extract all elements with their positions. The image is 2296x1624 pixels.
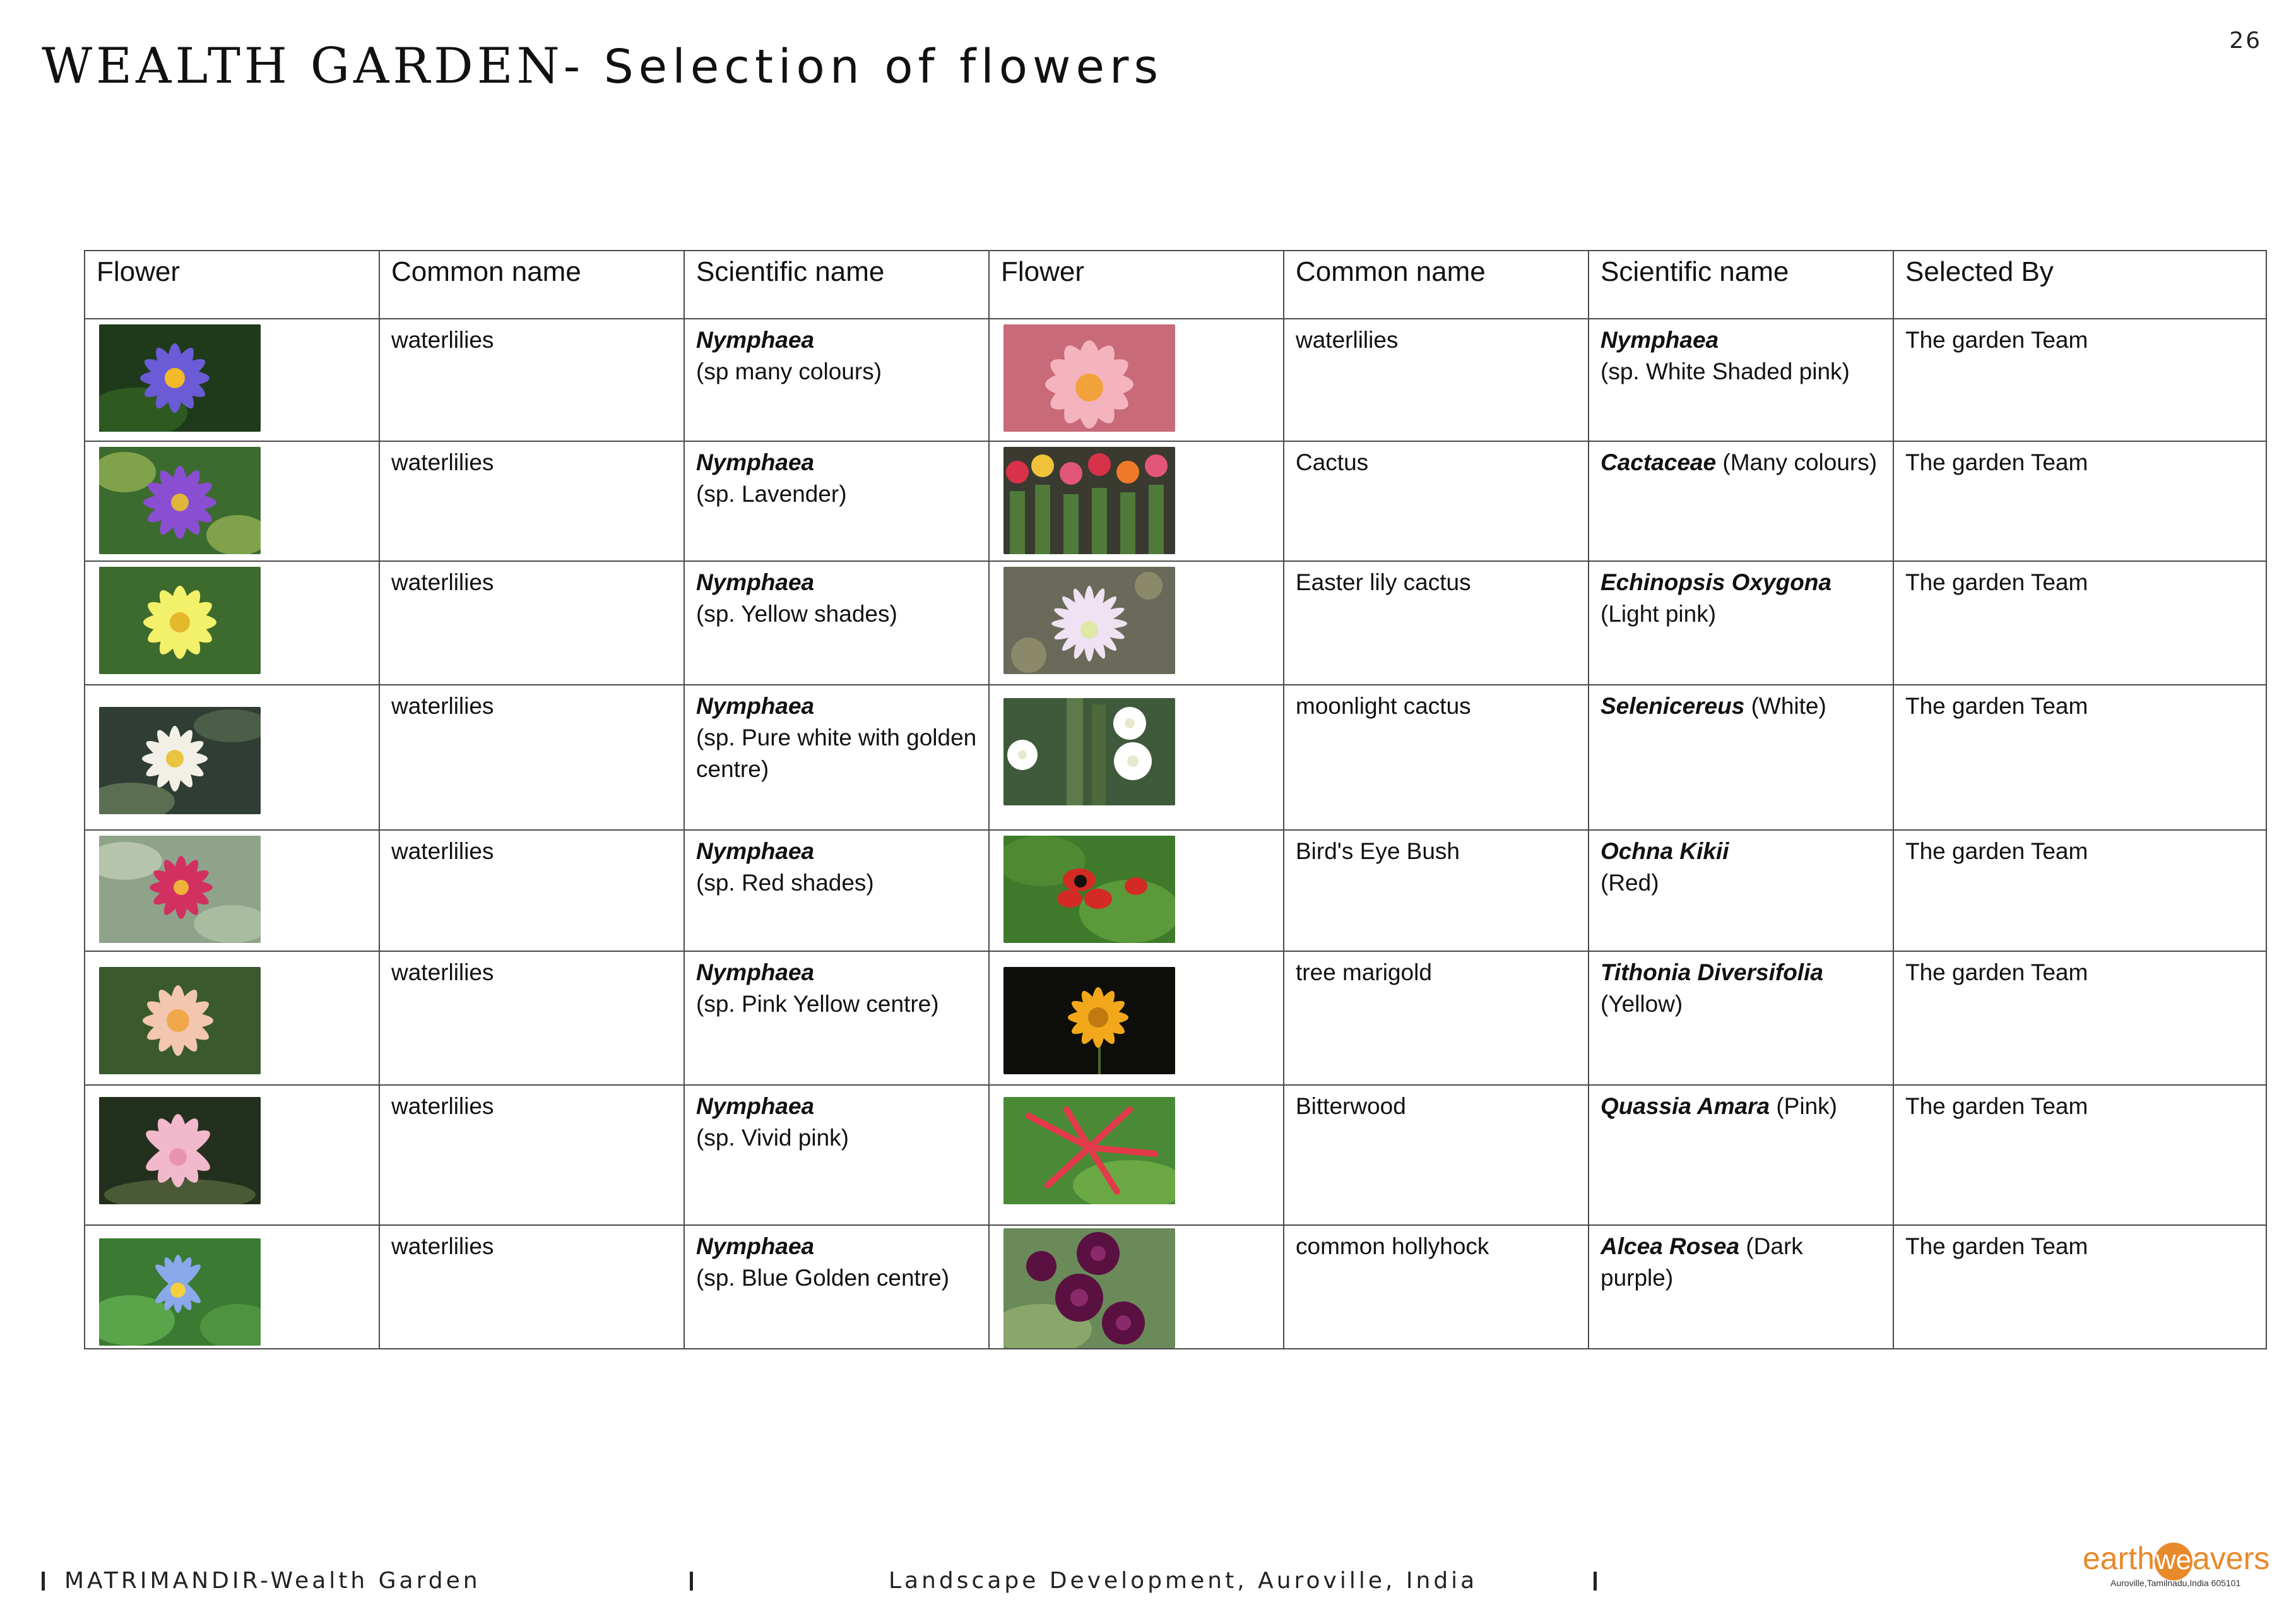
lavender-waterlily-photo [99,447,261,554]
scientific-genus: Quassia Amara [1601,1093,1770,1119]
peach-waterlily-photo [99,967,261,1074]
scientific-genus: Alcea Rosea [1601,1233,1740,1259]
page-number: 26 [2229,28,2262,54]
footer-divider [690,1572,693,1591]
common-name-cell: Cactus [1284,441,1589,561]
flower-image-cell [989,685,1284,830]
scientific-name-cell [1589,1225,1893,1349]
vivid-pink-waterlily-photo [99,1097,261,1204]
easter-lily-cactus-photo [1003,567,1175,674]
flower-image-cell [85,319,379,441]
common-name-cell: waterlilies [379,441,684,561]
violet-waterlily-photo [99,324,261,432]
header-cell: Common name [379,251,684,319]
flower-image-cell [85,561,379,685]
logo-wordmark [2083,1540,2270,1580]
footer-divider [42,1572,45,1591]
scientific-detail: (sp many colours) [696,359,882,384]
bitterwood-photo [1003,1097,1175,1204]
scientific-name-cell [1589,1085,1893,1225]
birds-eye-bush-photo [1003,836,1175,943]
flower-image-cell [989,1225,1284,1349]
logo-word-start: earth [2083,1541,2155,1576]
scientific-detail: (Light pink) [1601,601,1717,627]
table-row [85,830,2266,951]
scientific-detail: (Pink) [1770,1093,1837,1119]
selected-by-cell: The garden Team [1893,951,2266,1085]
selected-by-cell: The garden Team [1893,830,2266,951]
header-cell: Flower [85,251,379,319]
common-name-cell: common hollyhock [1284,1225,1589,1349]
scientific-detail: (Dark purple) [1601,1233,1803,1291]
common-name-cell: waterlilies [379,1225,684,1349]
flower-image-cell [85,951,379,1085]
common-name-cell: waterlilies [379,1085,684,1225]
common-name-cell: Bird's Eye Bush [1284,830,1589,951]
cactus-collection-photo [1003,447,1175,554]
table-header-row [85,251,2266,319]
pink-waterlily-photo [1003,324,1175,432]
scientific-name-cell [684,1085,989,1225]
table-row [85,1225,2266,1349]
scientific-detail: (sp. Blue Golden centre) [696,1265,950,1291]
scientific-detail: (Many colours) [1716,449,1878,475]
scientific-detail: (Yellow) [1601,991,1683,1017]
flower-image-cell [989,830,1284,951]
logo-badge: we [2155,1543,2192,1580]
yellow-waterlily-photo [99,567,261,674]
selected-by-cell: The garden Team [1893,1225,2266,1349]
scientific-genus: Nymphaea [696,449,815,475]
scientific-detail: (White) [1744,693,1826,719]
scientific-genus: Echinopsis Oxygona [1601,569,1831,595]
flower-image-cell [989,1085,1284,1225]
scientific-name-cell [1589,441,1893,561]
table-row [85,951,2266,1085]
hollyhock-photo [1003,1228,1175,1348]
scientific-detail: (sp. Yellow shades) [696,601,897,627]
scientific-name-cell [684,830,989,951]
scientific-genus: Nymphaea [696,327,815,353]
flower-image-cell [989,561,1284,685]
scientific-genus: Nymphaea [1601,327,1719,353]
table-row [85,1085,2266,1225]
scientific-name-cell [684,319,989,441]
scientific-name-cell [1589,685,1893,830]
scientific-detail: (sp. Lavender) [696,481,847,507]
flower-image-cell [989,319,1284,441]
flower-image-cell [85,830,379,951]
table-row [85,441,2266,561]
scientific-genus: Tithonia Diversifolia [1601,959,1823,985]
flower-image-cell [989,441,1284,561]
scientific-detail: (sp. Pure white with golden centre) [696,725,977,782]
flower-image-cell [85,441,379,561]
flower-image-cell [85,1085,379,1225]
scientific-name-cell [1589,561,1893,685]
scientific-detail: (sp. Pink Yellow centre) [696,991,939,1017]
selected-by-cell: The garden Team [1893,441,2266,561]
scientific-detail: (sp. Vivid pink) [696,1125,849,1151]
red-waterlily-photo [99,836,261,943]
scientific-name-cell [1589,830,1893,951]
flower-image-cell [989,951,1284,1085]
footer-project: MATRIMANDIR-Wealth Garden [64,1568,481,1594]
flower-selection-table [84,250,2267,1349]
scientific-name-cell [1589,319,1893,441]
logo-word-end: avers [2192,1541,2270,1576]
moonlight-cactus-photo [1003,698,1175,805]
selected-by-cell: The garden Team [1893,1085,2266,1225]
common-name-cell: waterlilies [1284,319,1589,441]
common-name-cell: waterlilies [379,685,684,830]
scientific-name-cell [684,1225,989,1349]
table-row [85,685,2266,830]
scientific-genus: Nymphaea [696,1233,815,1259]
scientific-name-cell [684,685,989,830]
tree-marigold-photo [1003,967,1175,1074]
table-row [85,561,2266,685]
common-name-cell: waterlilies [379,319,684,441]
header-cell: Scientific name [684,251,989,319]
page-footer [0,1568,2296,1599]
blue-waterlily-photo [99,1238,261,1346]
table-row [85,319,2266,441]
header-cell: Selected By [1893,251,2266,319]
logo-address: Auroville,Tamilnadu,India 605101 [2110,1578,2241,1588]
scientific-genus: Nymphaea [696,959,815,985]
scientific-genus: Nymphaea [696,838,815,864]
title-brand: WEALTH GARDEN- [42,38,584,95]
scientific-name-cell [1589,951,1893,1085]
page-title [42,38,1163,95]
selected-by-cell: The garden Team [1893,319,2266,441]
scientific-genus: Nymphaea [696,1093,815,1119]
header-cell: Scientific name [1589,251,1893,319]
white-waterlily-photo [99,707,261,814]
scientific-genus: Ochna Kikii [1601,838,1729,864]
footer-location: Landscape Development, Auroville, India [889,1568,1478,1594]
scientific-detail: (Red) [1601,870,1659,896]
common-name-cell: waterlilies [379,830,684,951]
scientific-genus: Cactaceae [1601,449,1717,475]
common-name-cell: moonlight cactus [1284,685,1589,830]
earthweavers-logo [2083,1540,2270,1593]
common-name-cell: waterlilies [379,951,684,1085]
selected-by-cell: The garden Team [1893,561,2266,685]
title-subtitle: Selection of flowers [584,40,1163,94]
common-name-cell: waterlilies [379,561,684,685]
common-name-cell: tree marigold [1284,951,1589,1085]
scientific-detail: (sp. Red shades) [696,870,874,896]
scientific-genus: Nymphaea [696,569,815,595]
scientific-name-cell [684,951,989,1085]
flower-image-cell [85,1225,379,1349]
scientific-detail: (sp. White Shaded pink) [1601,359,1850,384]
common-name-cell: Bitterwood [1284,1085,1589,1225]
header-cell: Flower [989,251,1284,319]
header-cell: Common name [1284,251,1589,319]
scientific-genus: Nymphaea [696,693,815,719]
scientific-name-cell [684,561,989,685]
scientific-genus: Selenicereus [1601,693,1745,719]
selected-by-cell: The garden Team [1893,685,2266,830]
common-name-cell: Easter lily cactus [1284,561,1589,685]
flower-image-cell [85,685,379,830]
footer-divider [1594,1572,1597,1591]
scientific-name-cell [684,441,989,561]
